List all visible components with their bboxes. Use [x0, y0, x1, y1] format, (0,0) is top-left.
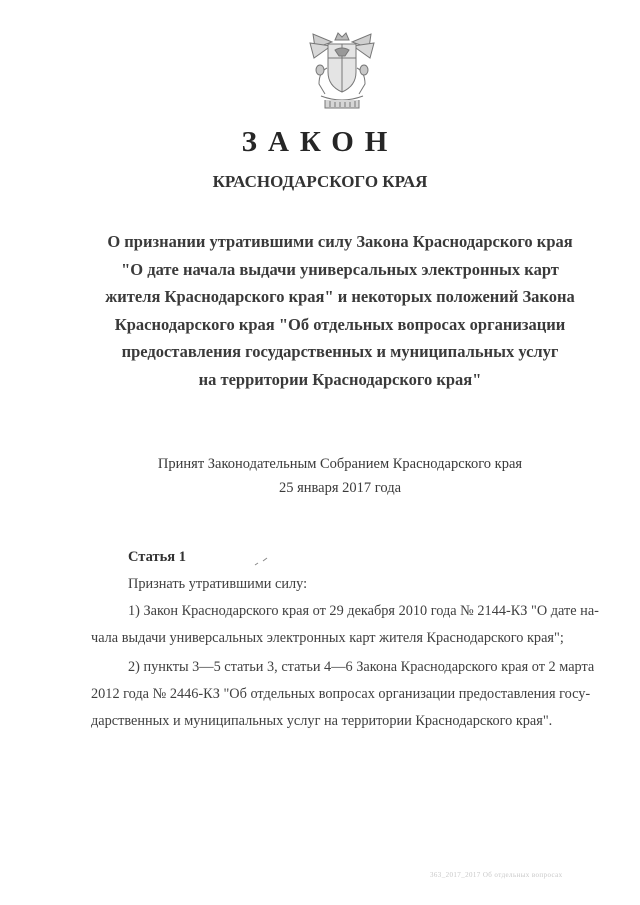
item-2-line: 2) пункты 3—5 статьи 3, статьи 4—6 Закона Краснодарского края от 2 марта [128, 659, 595, 675]
item-1-line: чала выдачи универсальных электронных карт жителя Краснодарского края"; [91, 630, 564, 646]
item-2-line: дарственных и муниципальных услуг на территории Краснодарского края". [91, 713, 553, 729]
heading-line: "О дате начала выдачи универсальных электронных карт [121, 259, 559, 279]
heading-line: Краснодарского края "Об отдельных вопросах организации [114, 314, 566, 334]
heading-line: предоставления государственных и муниципальных услуг [121, 342, 559, 361]
adoption-date: 25 января 2017 года [278, 480, 402, 496]
coat-of-arms-icon [305, 30, 379, 110]
law-heading [80, 228, 600, 393]
heading-line: на территории Краснодарского края" [198, 369, 482, 389]
adoption-line: Принят Законодательным Собранием Краснодарского края [157, 456, 523, 472]
item-1-line: 1) Закон Краснодарского края от 29 декабря 2010 года № 2144-КЗ "О дате на- [128, 603, 599, 619]
item-2-line: 2012 года № 2446-КЗ "Об отдельных вопросах организации предоставления госу- [91, 686, 591, 702]
document-subtitle: КРАСНОДАРСКОГО КРАЯ [212, 172, 428, 191]
scan-mark [254, 557, 268, 567]
document-footer-code: 363_2017_2017 Об отдельных вопросах [430, 871, 563, 879]
adoption-note [90, 452, 590, 500]
document-title: ЗАКОН [241, 126, 399, 158]
article-intro: Признать утратившими силу: [128, 576, 308, 592]
heading-line: О признании утратившими силу Закона Краснодарского края [107, 232, 573, 251]
heading-line: жителя Краснодарского края" и некоторых положений Закона [105, 287, 575, 306]
article-title: Статья 1 [128, 549, 186, 565]
